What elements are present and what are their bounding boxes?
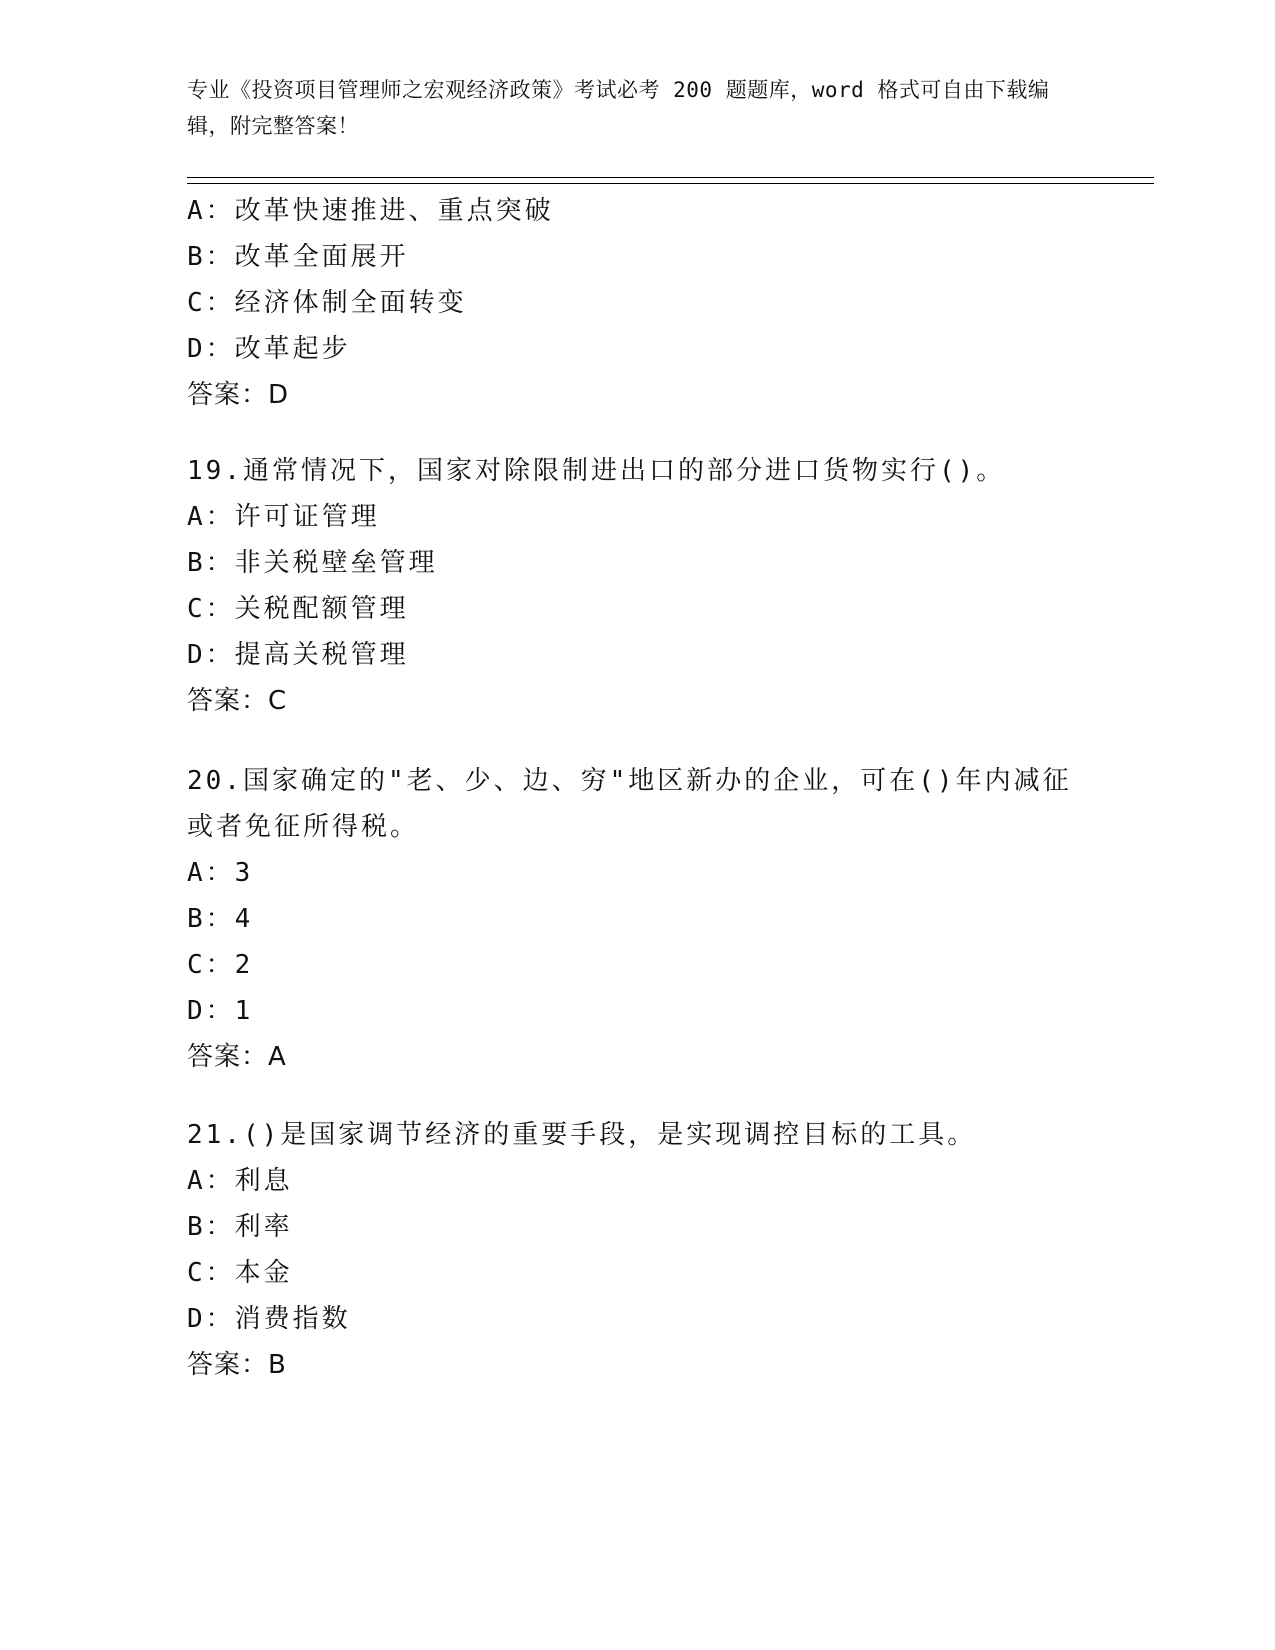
- option-b: B：4: [187, 904, 254, 934]
- question-stem: 19.通常情况下，国家对除限制进出口的部分进口货物实行()。: [187, 456, 1006, 486]
- option-c: C：经济体制全面转变: [187, 288, 467, 318]
- answer: 答案：A: [187, 1042, 287, 1072]
- document-header: 专业《投资项目管理师之宏观经济政策》考试必考 200 题题库，word 格式可自由下载编辑，附完整答案！: [187, 78, 1050, 138]
- option-a: A：许可证管理: [187, 502, 380, 532]
- question-block: [187, 188, 1087, 418]
- header-rule-bottom: [187, 183, 1154, 184]
- header-rule-top: [187, 177, 1154, 178]
- option-c: C：2: [187, 950, 254, 980]
- option-c: C：本金: [187, 1258, 293, 1288]
- question-stem: 21.()是国家调节经济的重要手段，是实现调控目标的工具。: [187, 1120, 977, 1150]
- answer: 答案：C: [187, 686, 288, 716]
- question-block: [187, 758, 1087, 1080]
- option-d: D：改革起步: [187, 334, 351, 364]
- answer: 答案：B: [187, 1350, 287, 1380]
- option-b: B：非关税壁垒管理: [187, 548, 438, 578]
- option-a: A：改革快速推进、重点突破: [187, 196, 554, 226]
- option-c: C：关税配额管理: [187, 594, 409, 624]
- question-block: [187, 1112, 1087, 1388]
- question-stem: 20.国家确定的"老、少、边、穷"地区新办的企业，可在()年内减征或者免征所得税。: [187, 766, 1072, 842]
- option-b: B：利率: [187, 1212, 293, 1242]
- option-a: A：利息: [187, 1166, 293, 1196]
- option-d: D：1: [187, 996, 254, 1026]
- question-block: [187, 448, 1087, 724]
- option-d: D：消费指数: [187, 1304, 351, 1334]
- option-d: D：提高关税管理: [187, 640, 409, 670]
- answer: 答案：D: [187, 380, 290, 410]
- option-a: A：3: [187, 858, 254, 888]
- option-b: B：改革全面展开: [187, 242, 409, 272]
